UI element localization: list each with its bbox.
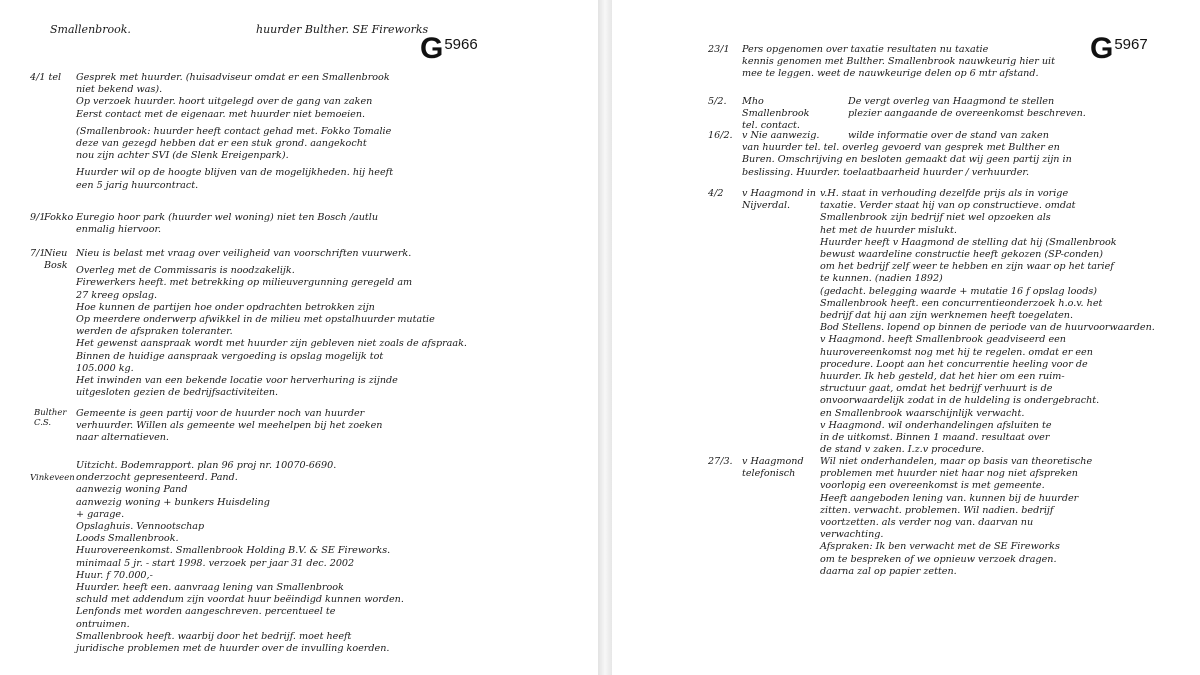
entry-line: voortzetten. als verder nog van. daarvan nu [820, 517, 1034, 529]
entry-line: nou zijn achter SVI (de Slenk Ereigenpark). [76, 150, 289, 162]
entry-body [76, 248, 467, 399]
entry-line: onderzocht gepresenteerd. Pand. [76, 472, 238, 484]
entry-contact: Fokko [44, 212, 74, 223]
entry-line: uitgesloten gezien de bedrijfsactiviteiten. [76, 387, 279, 399]
entry-line: schuld met addendum zijn voordat huur beëindigd kunnen worden. [76, 594, 404, 606]
entry-line: deze van gezegd hebben dat er een stuk grond. aangekocht [76, 138, 367, 150]
entry-line: De vergt overleg van Haagmond te stellen [848, 96, 1055, 107]
entry-line: huurder. Ik heb gesteld, dat het hier om een ruim- [820, 371, 1065, 383]
entry-line: Huur. f 70.000,- [76, 569, 153, 581]
entry-line: Huurovereenkomst. Smallenbrook Holding B.V. & SE Fireworks. [76, 545, 391, 557]
entry-body [76, 408, 382, 445]
entry-line: Firewerkers heeft. met betrekking op milieuvergunning geregeld am [76, 277, 413, 289]
entry-line: 27 kreeg opslag. [76, 289, 158, 301]
entry-line: om het bedrijf zelf weer te hebben en zijn waar op het tarief [820, 261, 1114, 273]
entry-contact: Mho Smallenbrook tel. contact. [742, 96, 810, 132]
entry-line: huurovereenkomst nog met hij te regelen. omdat er een [820, 346, 1093, 358]
entry-line: Smallenbrook heeft. waarbij door het bedrijf. moet heeft [76, 630, 352, 642]
entry-line: beslissing. Huurder. toelaatbaarheid huurder / verhuurder. [742, 166, 1029, 178]
entry-line: (gedacht. belegging waarde + mutatie 16 f opslag loods) [820, 285, 1098, 297]
entry-line: Opslaghuis. Vennootschap [76, 521, 205, 533]
entry-line: wilde informatie over de stand van zaken [848, 130, 1049, 141]
entry-line: Pers opgenomen over taxatie resultaten nu taxatie [742, 44, 989, 55]
entry-line: onvoorwaardelijk zodat in de huldeling is ondergebracht. [820, 395, 1100, 407]
entry-body [76, 72, 393, 192]
entry-line: bedrijf dat hij aan zijn werknemen heeft toegelaten. [820, 310, 1074, 322]
entry-line: enmalig hiervoor. [76, 224, 162, 236]
header-left-title: Smallenbrook. [50, 23, 131, 36]
stamp-letter: G [420, 32, 444, 65]
entry-line: het met de huurder mislukt. [820, 224, 957, 236]
entry-body [820, 456, 1092, 578]
entry-line: Lenfonds met worden aangeschreven. percentueel te [76, 606, 336, 618]
entry-line: Het gewenst aanspraak wordt met huurder zijn gebleven niet zoals de afspraak. [76, 338, 467, 350]
stamp-number: 5967 [1114, 36, 1148, 53]
entry-line: Eerst contact met de eigenaar. met huurder niet bemoeien. [76, 108, 366, 120]
document-page-left [0, 0, 598, 675]
entry-line: aanwezig woning Pand [76, 484, 188, 496]
entry-line: Uitzicht. Bodemrapport. plan 96 proj nr. 10070-6690. [76, 460, 337, 471]
entry-line: niet bekend was). [76, 84, 163, 96]
entry-line: Binnen de huidige aanspraak vergoeding is opslag mogelijk tot [76, 350, 384, 362]
entry-contact: Nieu Bosk [44, 248, 68, 272]
entry-contact: Bulther C.S. [34, 408, 67, 428]
entry-line: verwachting. [820, 529, 884, 541]
entry-line: Op verzoek huurder. hoort uitgelegd over de gang van zaken [76, 96, 373, 108]
entry-body [742, 44, 1055, 81]
entry-line: zitten. verwacht. problemen. Wil nadien. bedrijf [820, 504, 1054, 516]
entry-line: + garage. [76, 508, 125, 520]
entry-line: Overleg met de Commissaris is noodzakelijk. [76, 265, 295, 277]
entry-contact: v Nie aanwezig. [742, 130, 820, 141]
entry-line: v.H. staat in verhouding dezelfde prijs als in vorige [820, 188, 1069, 199]
entry-line: Op meerdere onderwerp afwikkel in de milieu met opstalhuurder mutatie [76, 314, 435, 326]
entry-date: 9/1 [30, 212, 46, 223]
entry-line: Het inwinden van een bekende locatie voor herverhuring is zijnde [76, 375, 398, 387]
entry-date: 5/2. [708, 96, 727, 107]
entry-line: daarna zal op papier zetten. [820, 565, 957, 577]
entry-line: mee te leggen. weet de nauwkeurige delen op 6 mtr afstand. [742, 68, 1039, 80]
entry-date: 27/3. [708, 456, 733, 467]
entry-line: bewust waardeline constructie heeft gekozen (SP-conden) [820, 249, 1103, 261]
entry-body [820, 188, 1155, 456]
entry-body [76, 460, 404, 655]
entry-line: in de uitkomst. Binnen 1 maand. resultaat over [820, 432, 1050, 444]
entry-line: ontruimen. [76, 618, 130, 630]
entry-line: Buren. Omschrijving en besloten gemaakt dat wij geen partij zijn in [742, 154, 1072, 166]
entry-line: Nieu is belast met vraag over veiligheid van voorschriften vuurwerk. [76, 248, 412, 259]
entry-line: een 5 jarig huurcontract. [76, 179, 199, 191]
entry-line: Heeft aangeboden lening van. kunnen bij de huurder [820, 492, 1079, 504]
entry-line: Huurder wil op de hoogte blijven van de mogelijkheden. hij heeft [76, 167, 394, 179]
entry-line: problemen met huurder niet haar nog niet afspreken [820, 468, 1078, 480]
entry-line: juridische problemen met de huurder over de invulling koerden. [76, 643, 390, 655]
entry-date: 23/1 [708, 44, 730, 55]
entry-body [76, 212, 378, 236]
entry-line: taxatie. Verder staat hij van op constructieve. omdat [820, 200, 1076, 212]
entry-date: 4/2 [708, 188, 724, 199]
stamp-letter: G [1090, 32, 1114, 65]
entry-line: kennis genomen met Bulther. Smallenbrook nauwkeurig hier uit [742, 56, 1055, 68]
entry-line: Gemeente is geen partij voor de huurder noch van huurder [76, 408, 365, 419]
entry-line: plezier aangaande de overeenkomst beschreven. [848, 108, 1086, 120]
entry-line: procedure. Loopt aan het concurrentie heeling voor de [820, 358, 1088, 370]
entry-line: Hoe kunnen de partijen hoe onder opdrachten betrokken zijn [76, 301, 375, 313]
entry-line: Huurder. heeft een. aanvraag lening van Smallenbrook [76, 582, 344, 594]
entry-line: te kunnen. (nadien 1892) [820, 273, 943, 285]
entry-line: Smallenbrook heeft. een concurrentieonderzoek h.o.v. het [820, 297, 1103, 309]
entry-line: om te bespreken of we opnieuw verzoek dragen. [820, 553, 1057, 565]
entry-line: Gesprek met huurder. (huisadviseur omdat er een Smallenbrook [76, 72, 390, 83]
entry-line: Huurder heeft v Haagmond de stelling dat hij (Smallenbrook [820, 236, 1117, 248]
entry-date: 16/2. [708, 130, 733, 141]
archive-stamp-right [1090, 34, 1148, 64]
entry-line: Afspraken: Ik ben verwacht met de SE Fireworks [820, 541, 1060, 553]
entry-line: en Smallenbrook waarschijnlijk verwacht. [820, 407, 1025, 419]
entry-line: v Haagmond. wil onderhandelingen afsluiten te [820, 419, 1052, 431]
entry-line: de stand v zaken. I.z.v procedure. [820, 444, 985, 456]
entry-date: 7/1 [30, 248, 46, 259]
entry-line: verhuurder. Willen als gemeente wel meehelpen bij het zoeken [76, 420, 383, 432]
entry-line: structuur gaat, omdat het bedrijf verhuurt is de [820, 383, 1053, 395]
entry-line: Loods Smallenbrook. [76, 533, 179, 545]
header-right-title: huurder Bulther. SE Fireworks [256, 23, 429, 36]
entry-contact: Vinkeveen [30, 473, 75, 483]
entry-line: Bod Stellens. lopend op binnen de periode van de huurvoorwaarden. [820, 322, 1155, 334]
entry-line: Euregio hoor park (huurder wel woning) niet ten Bosch /autlu [76, 212, 379, 223]
entry-line: (Smallenbrook: huurder heeft contact gehad met. Fokko Tomalie [76, 125, 392, 137]
entry-date: 4/1 tel [30, 72, 62, 83]
entry-line: voorlopig een overeenkomst is met gemeente. [820, 480, 1045, 492]
page-gutter [598, 0, 612, 675]
document-page-right [612, 0, 1200, 675]
entry-line: minimaal 5 jr. - start 1998. verzoek per jaar 31 dec. 2002 [76, 557, 355, 569]
entry-contact: v Haagmond telefonisch [742, 456, 804, 480]
entry-line: v Haagmond. heeft Smallenbrook geadviseerd een [820, 334, 1066, 346]
stamp-number: 5966 [444, 36, 478, 53]
entry-line: werden de afspraken toleranter. [76, 326, 233, 338]
entry-line: Wil niet onderhandelen, maar op basis van theoretische [820, 456, 1093, 467]
entry-line: 105.000 kg. [76, 362, 134, 374]
entry-line: naar alternatieven. [76, 432, 169, 444]
entry-line: Smallenbrook zijn bedrijf niet wel opzoeken als [820, 212, 1051, 224]
entry-body [848, 96, 1086, 120]
entry-contact: v Haagmond in Nijverdal. [742, 188, 816, 212]
entry-line: aanwezig woning + bunkers Huisdeling [76, 496, 270, 508]
archive-stamp-left [420, 34, 478, 64]
entry-line: van huurder tel. tel. overleg gevoerd van gesprek met Bulther en [742, 142, 1060, 154]
